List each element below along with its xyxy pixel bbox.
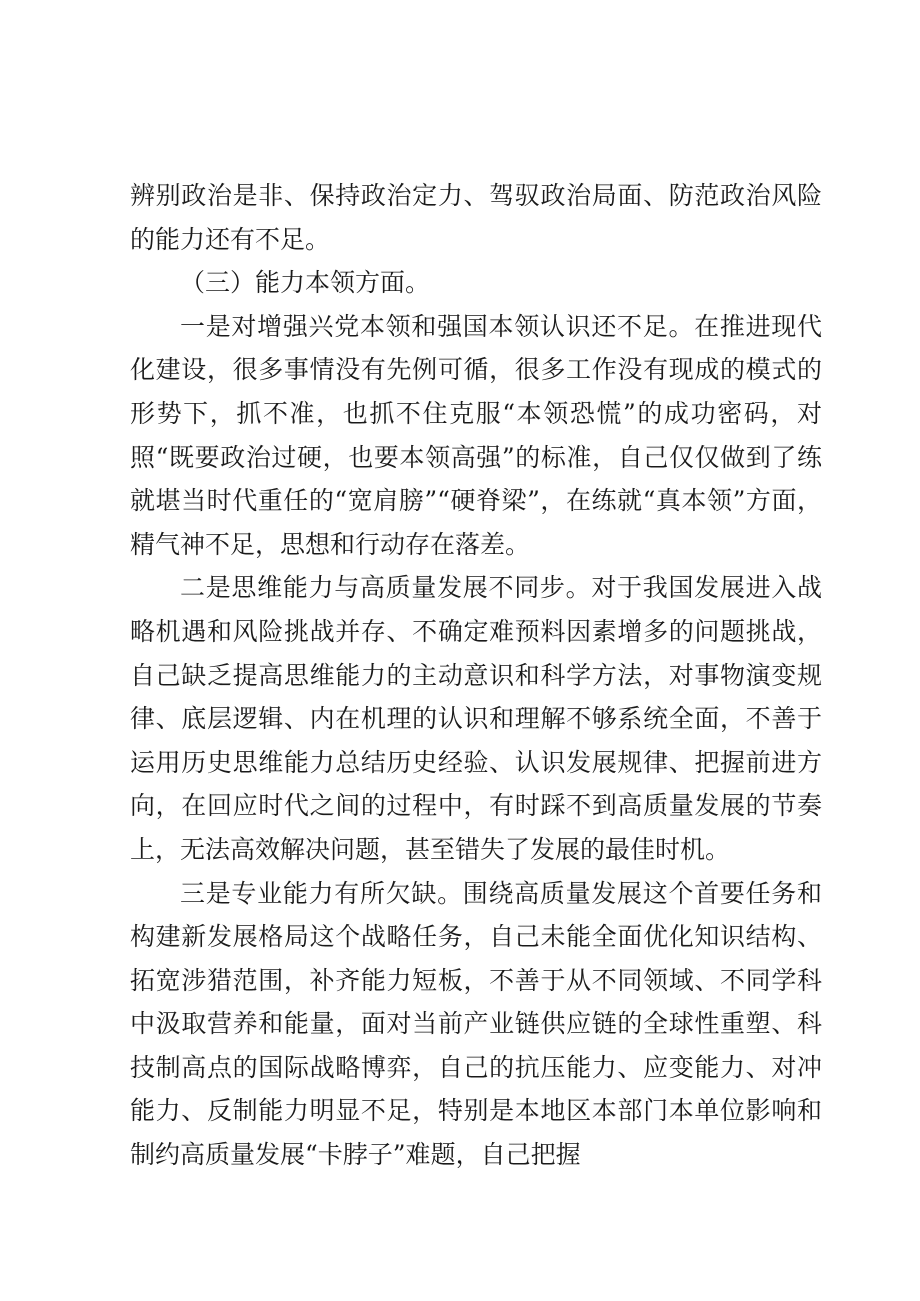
paragraph-third-point: 三是专业能力有所欠缺。围绕高质量发展这个首要任务和构建新发展格局这个战略任务，自己未能全面优化知识结构、拓宽涉猎范围，补齐能力短板，不善于从不同领域、不同学科中汲取营养和能量，面对当前产业链供应链的全球性重塑、科技制高点的国际战略博弈，自己的抗压能力、应变能力、对冲能力、反制能力明显不足，特别是本地区本部门本单位影响和制约高质量发展“卡脖子”难题，自己把握 xyxy=(130,878,822,1170)
document-body xyxy=(130,174,822,1177)
section-heading: （三）能力本领方面。 xyxy=(180,268,431,298)
paragraph-continuation: 辨别政治是非、保持政治定力、驾驭政治局面、防范政治风险的能力还有不足。 xyxy=(130,181,822,254)
paragraph-second-point: 二是思维能力与高质量发展不同步。对于我国发展进入战略机遇和风险挑战并存、不确定难预料因素增多的问题挑战，自己缺乏提高思维能力的主动意识和科学方法，对事物演变规律、底层逻辑、内在机理的认识和理解不够系统全面，不善于运用历史思维能力总结历史经验、认识发展规律、把握前进方向，在回应时代之间的过程中，有时踩不到高质量发展的节奏上，无法高效解决问题，甚至错失了发展的最佳时机。 xyxy=(130,573,822,864)
paragraph-first-point: 一是对增强兴党本领和强国本领认识还不足。在推进现代化建设，很多事情没有先例可循，很多工作没有现成的模式的形势下，抓不准，也抓不住克服“本领恐慌”的成功密码，对照“既要政治过硬，也要本领高强”的标准，自己仅仅做到了练就堪当时代重任的“宽肩膀”“硬脊梁”，在练就“真本领”方面，精气神不足，思想和行动存在落差。 xyxy=(130,311,822,559)
